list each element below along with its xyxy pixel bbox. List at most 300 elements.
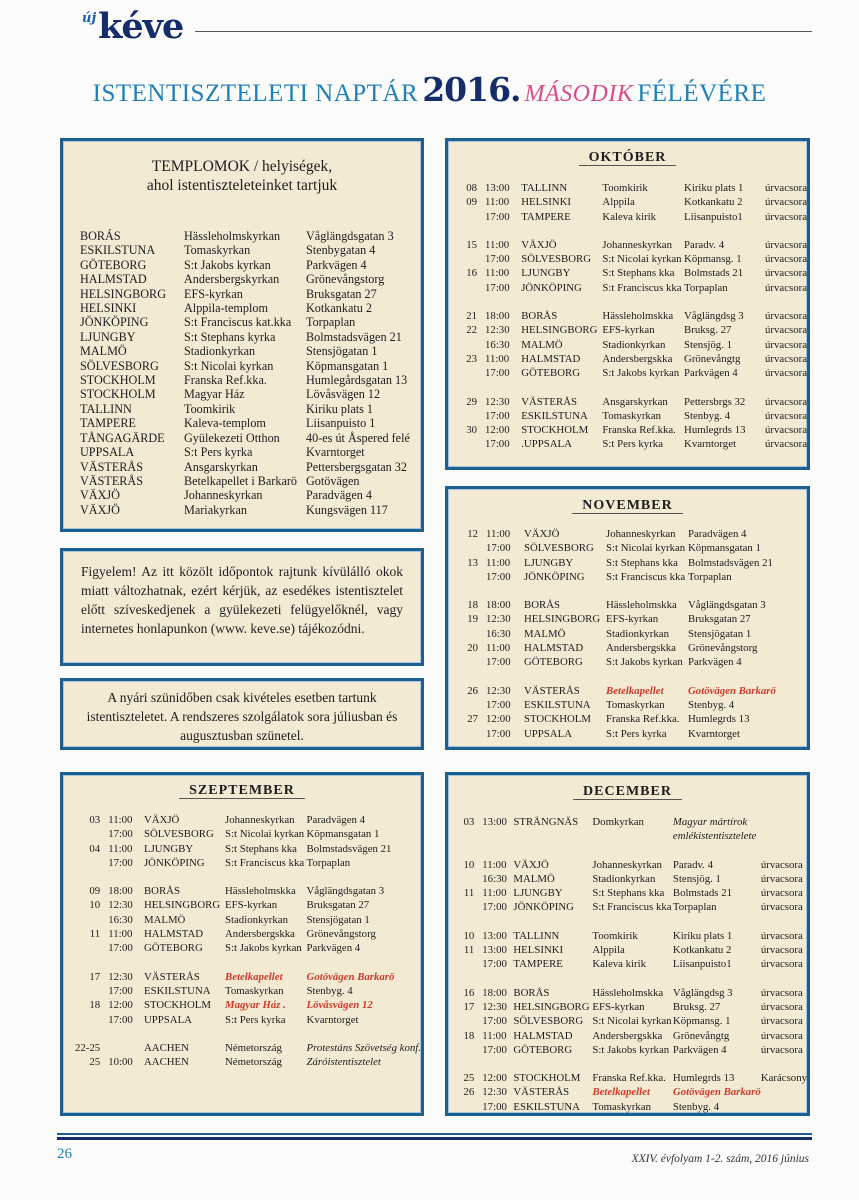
schedule-address: Lövåsvägen 12 xyxy=(306,999,373,1012)
schedule-church: S:t Stephans kka xyxy=(602,267,675,280)
schedule-note: úrvacsora xyxy=(760,858,803,871)
schedule-day: 22-25 xyxy=(75,1041,101,1054)
schedule-church: Tomaskyrkan xyxy=(592,1100,651,1113)
schedule-church: S:t Nicolai kyrkan xyxy=(225,828,305,841)
schedule-church: EFS-kyrkan xyxy=(606,613,659,626)
schedule-time: 12:30 xyxy=(482,1000,507,1013)
schedule-time: 13:00 xyxy=(485,182,510,194)
schedule-spacer xyxy=(75,1027,421,1041)
schedule-church: Tomaskyrkan xyxy=(606,698,665,711)
church-address: Liisanpuisto 1 xyxy=(306,416,376,431)
schedule-day: 17 xyxy=(463,1000,475,1013)
schedule-note: úrvacsora xyxy=(765,238,807,251)
schedule-note: úrvacsora xyxy=(760,1029,803,1042)
church-row xyxy=(80,359,410,373)
church-name: Hässleholmskyrkan xyxy=(184,229,281,243)
schedule-day: 15 xyxy=(466,238,478,251)
church-row xyxy=(80,243,410,257)
month-title-november: NOVEMBER xyxy=(448,498,807,514)
schedule-note: úrvacsora xyxy=(760,901,803,914)
schedule-row xyxy=(460,541,776,555)
schedule-row xyxy=(460,886,807,900)
december-schedule xyxy=(460,815,807,1114)
schedule-day: 03 xyxy=(463,816,475,828)
schedule-time: 11:00 xyxy=(108,814,133,826)
schedule-day xyxy=(460,829,482,843)
schedule-city: HALMSTAD xyxy=(524,642,584,655)
schedule-city: AACHEN xyxy=(143,1041,189,1054)
schedule-day: 27 xyxy=(467,713,478,726)
churches-heading xyxy=(63,157,421,195)
schedule-church: Franska Ref.kka. xyxy=(592,1072,666,1085)
notice-box xyxy=(60,548,424,666)
schedule-time: 17:00 xyxy=(482,1100,507,1113)
schedule-day: 10 xyxy=(89,899,101,912)
schedule-time: 12:30 xyxy=(485,324,510,337)
schedule-city: .UPPSALA xyxy=(521,438,572,451)
church-name: Ansgarskyrkan xyxy=(184,459,258,474)
summer-notice-box xyxy=(60,678,424,750)
church-name: Tomaskyrkan xyxy=(184,243,251,258)
schedule-city: VÄXJÖ xyxy=(143,814,180,826)
schedule-row xyxy=(460,655,776,669)
schedule-note: úrvacsora xyxy=(765,310,807,323)
schedule-day xyxy=(460,1014,482,1028)
schedule-row xyxy=(75,813,421,827)
schedule-address: Protestáns Szövetség konf. xyxy=(306,1041,421,1054)
church-address: Humlegårdsgatan 13 xyxy=(306,373,408,388)
schedule-spacer xyxy=(460,381,807,395)
schedule-note: úrvacsora xyxy=(760,944,803,957)
schedule-address: Stensjög. 1 xyxy=(672,872,721,885)
schedule-church: Hässleholmskka xyxy=(602,310,674,323)
schedule-row xyxy=(460,338,807,352)
church-name: Franska Ref.kka. xyxy=(184,373,267,388)
schedule-address: Stenbyg. 4 xyxy=(306,984,353,997)
schedule-row xyxy=(75,970,421,984)
schedule-church: Hässleholmskka xyxy=(606,599,677,612)
schedule-city: BORÅS xyxy=(521,310,558,323)
schedule-city: ESKILSTUNA xyxy=(143,984,211,997)
church-address: Våglängdsgatan 3 xyxy=(306,229,394,243)
schedule-note: úrvacsora xyxy=(765,281,807,294)
schedule-church: S:t Pers kyrka xyxy=(606,727,667,740)
schedule-city: VÄSTERÅS xyxy=(143,970,200,983)
october-schedule xyxy=(460,181,807,452)
schedule-church: Franska Ref.kka. xyxy=(602,424,676,437)
schedule-address: Våglängdsg 3 xyxy=(684,310,744,323)
schedule-row xyxy=(460,195,807,209)
footer-rule xyxy=(57,1133,812,1135)
schedule-church: Stadionkyrkan xyxy=(225,913,288,926)
schedule-time: 11:00 xyxy=(486,528,511,540)
schedule-address: Parkvägen 4 xyxy=(672,1043,727,1056)
schedule-day xyxy=(460,900,482,914)
schedule-time: 11:00 xyxy=(485,352,510,365)
schedule-city: STOCKHOLM xyxy=(521,424,589,437)
schedule-address: Kiriku plats 1 xyxy=(672,929,733,942)
schedule-row xyxy=(460,957,807,971)
schedule-address: Köpmansgatan 1 xyxy=(306,828,380,841)
schedule-city: UPPSALA xyxy=(524,727,573,740)
schedule-spacer xyxy=(460,972,807,986)
schedule-row xyxy=(460,181,807,195)
schedule-row xyxy=(460,309,807,323)
schedule-time: 12:00 xyxy=(108,999,133,1012)
schedule-city: HELSINGBORG xyxy=(521,324,598,337)
schedule-note: úrvacsora xyxy=(765,182,807,194)
schedule-city: SÖLVESBORG xyxy=(143,828,214,841)
schedule-time: 17:00 xyxy=(108,856,133,869)
schedule-time: 17:00 xyxy=(485,367,510,380)
schedule-address: Kotkankatu 2 xyxy=(684,196,743,209)
schedule-church: Hässleholmskka xyxy=(225,885,296,898)
schedule-church: Stadionkyrkan xyxy=(592,872,656,885)
schedule-note xyxy=(761,1100,807,1114)
church-name: Betelkapellet i Barkarö xyxy=(184,473,298,488)
schedule-time: 17:00 xyxy=(485,409,510,422)
schedule-address: Stensjögatan 1 xyxy=(688,627,752,640)
schedule-day: 18 xyxy=(467,599,478,612)
schedule-time: 12:00 xyxy=(486,713,511,726)
schedule-address: Humlegrds 13 xyxy=(672,1072,735,1085)
schedule-row xyxy=(460,598,776,612)
schedule-church: Magyar Ház . xyxy=(225,999,286,1012)
september-schedule xyxy=(75,813,421,1069)
church-name: EFS-kyrkan xyxy=(184,286,243,301)
schedule-row xyxy=(75,856,421,870)
churches-box xyxy=(60,138,424,532)
schedule-church: Domkyrkan xyxy=(592,816,644,828)
schedule-row xyxy=(75,827,421,841)
schedule-row xyxy=(460,352,807,366)
schedule-time: 17:00 xyxy=(108,942,133,955)
schedule-city: GÖTEBORG xyxy=(524,656,583,669)
church-address: Stenbygatan 4 xyxy=(306,243,376,258)
church-name: Gyülekezeti Otthon xyxy=(184,430,280,445)
schedule-row xyxy=(460,238,807,252)
schedule-address: Grönevångtg xyxy=(684,352,741,365)
schedule-city: BORÅS xyxy=(513,986,550,999)
schedule-row xyxy=(460,1014,807,1028)
churches-heading-line2: ahol istentiszteleteinket tartjuk xyxy=(146,177,338,194)
schedule-church: Johanneskyrkan xyxy=(225,814,295,826)
church-address: Bruksgatan 27 xyxy=(306,286,377,301)
church-row xyxy=(80,301,410,315)
month-title-december: DECEMBER xyxy=(448,784,807,800)
november-box xyxy=(445,486,810,750)
church-address: Paradvägen 4 xyxy=(306,488,372,503)
schedule-row xyxy=(460,437,807,451)
schedule-time: 17:00 xyxy=(482,958,507,971)
schedule-time: 11:00 xyxy=(486,556,511,569)
church-city: ESKILSTUNA xyxy=(80,243,156,258)
schedule-day: 30 xyxy=(466,424,478,437)
schedule-time: 12:30 xyxy=(485,395,510,408)
schedule-address: Humlegrds 13 xyxy=(684,424,746,437)
schedule-day xyxy=(75,913,108,927)
church-name: Alppila-templom xyxy=(184,301,268,316)
schedule-city: GÖTEBORG xyxy=(513,1043,573,1056)
schedule-time: 18:00 xyxy=(108,885,133,898)
church-name: S:t Franciscus kat.kka xyxy=(184,315,292,330)
schedule-row xyxy=(460,527,776,541)
schedule-row xyxy=(460,986,807,1000)
schedule-address: Grönevångtg xyxy=(672,1029,730,1042)
schedule-city: BORÅS xyxy=(143,885,180,898)
church-row xyxy=(80,315,410,329)
schedule-note: úrvacsora xyxy=(765,352,807,365)
church-name: S:t Jakobs kyrkan xyxy=(184,257,271,272)
church-city: UPPSALA xyxy=(80,445,135,460)
schedule-address: Köpmansgatan 1 xyxy=(688,542,761,555)
schedule-day: 11 xyxy=(463,887,475,900)
schedule-time xyxy=(482,829,513,843)
church-city: MALMÖ xyxy=(80,344,127,359)
church-name: S:t Stephans kyrka xyxy=(184,329,276,344)
schedule-note: úrvacsora xyxy=(765,324,807,337)
schedule-address: Paradv. 4 xyxy=(684,238,725,251)
church-row xyxy=(80,330,410,344)
schedule-note: úrvacsora xyxy=(760,872,803,885)
schedule-row xyxy=(460,366,807,380)
church-address: Pettersbergsgatan 32 xyxy=(306,459,407,474)
schedule-city: HALMSTAD xyxy=(143,928,204,941)
churches-heading-line1: TEMPLOMOK / helyiségek, xyxy=(151,158,333,175)
schedule-time: 11:00 xyxy=(482,1029,507,1042)
church-row xyxy=(80,229,410,243)
schedule-day: 04 xyxy=(89,842,101,855)
schedule-row xyxy=(460,323,807,337)
church-address: Gotövägen xyxy=(306,473,360,488)
church-row xyxy=(80,460,410,474)
schedule-church: Johanneskyrkan xyxy=(606,528,676,540)
church-city: SÖLVESBORG xyxy=(80,358,159,373)
schedule-note: úrvacsora xyxy=(760,929,803,942)
schedule-time: 12:30 xyxy=(486,613,511,626)
schedule-time: 17:00 xyxy=(108,984,133,997)
schedule-address: Stenbyg. 4 xyxy=(684,409,731,422)
church-city: VÄXJÖ xyxy=(80,502,120,517)
schedule-row xyxy=(75,998,421,1012)
schedule-time: 17:00 xyxy=(485,210,510,223)
schedule-city: STRÄNGNÄS xyxy=(513,816,579,828)
headline-part-a: ISTENTISZTELETI NAPTÁR xyxy=(92,80,419,107)
schedule-time: 18:00 xyxy=(482,986,507,999)
schedule-row xyxy=(460,1100,807,1114)
schedule-city: HALMSTAD xyxy=(513,1029,573,1042)
schedule-time: 12:30 xyxy=(108,970,133,983)
schedule-row xyxy=(460,395,807,409)
schedule-address: Humlegrds 13 xyxy=(688,713,750,726)
schedule-address: Våglängdsgatan 3 xyxy=(306,885,385,898)
schedule-address: Stensjögatan 1 xyxy=(306,913,370,926)
schedule-note xyxy=(761,1085,807,1099)
schedule-day: 22 xyxy=(466,324,478,337)
schedule-row xyxy=(75,842,421,856)
december-box xyxy=(445,772,810,1116)
schedule-city: ESKILSTUNA xyxy=(513,1100,580,1113)
schedule-city: HELSINGBORG xyxy=(513,1000,590,1013)
schedule-address: Paradvägen 4 xyxy=(688,528,747,540)
schedule-address: Torpaplan xyxy=(688,570,732,583)
schedule-church: Betelkapellet xyxy=(225,970,283,983)
schedule-row xyxy=(460,281,807,295)
schedule-time: 11:00 xyxy=(485,238,510,251)
schedule-city: VÄXJÖ xyxy=(513,858,549,871)
schedule-note: úrvacsora xyxy=(760,986,803,999)
schedule-day xyxy=(460,727,486,741)
schedule-note: úrvacsora xyxy=(760,958,803,971)
schedule-address: Torpaplan xyxy=(684,281,728,294)
schedule-church: S:t Nicolai kyrkan xyxy=(592,1015,672,1028)
schedule-church: S:t Franciscus kka xyxy=(606,570,686,583)
schedule-time: 17:00 xyxy=(108,1013,133,1026)
schedule-city: SÖLVESBORG xyxy=(524,542,594,555)
notice-text: Figyelem! Az itt közölt időpontok rajtunk kívülálló okok miatt változhatnak, ezért kérjük, az esedékes istentisztelet előtt szíveskedjenek a gyülekezeti felügyelőknél, vagy internetes honlapunkon (www. keve.se) tájékozódni. xyxy=(81,564,403,636)
schedule-address: Liisanpuisto1 xyxy=(684,210,743,223)
schedule-note: Karácsony xyxy=(760,1072,807,1085)
church-address: Kvarntorget xyxy=(306,445,365,460)
church-city: HELSINGBORG xyxy=(80,286,166,301)
schedule-note: úrvacsora xyxy=(760,1015,803,1028)
schedule-address: Stenbyg. 4 xyxy=(672,1100,720,1113)
schedule-city: TAMPERE xyxy=(513,958,563,971)
church-row xyxy=(80,431,410,445)
schedule-time: 11:00 xyxy=(108,842,133,855)
schedule-city: TALLINN xyxy=(513,929,560,942)
schedule-address: Torpaplan xyxy=(672,901,717,914)
church-row xyxy=(80,258,410,272)
schedule-city: HALMSTAD xyxy=(521,352,581,365)
schedule-time: 11:00 xyxy=(482,858,507,871)
schedule-day xyxy=(460,655,486,669)
schedule-address: Magyar mártírok xyxy=(672,816,748,828)
schedule-spacer xyxy=(75,870,421,884)
schedule-row xyxy=(460,612,776,626)
schedule-address: Parkvägen 4 xyxy=(306,942,361,955)
church-address: 40-es út Åspered felé xyxy=(306,430,410,445)
schedule-address: Köpmansg. 1 xyxy=(672,1015,731,1028)
schedule-day: 11 xyxy=(89,928,101,941)
church-city: TÅNGAGÄRDE xyxy=(80,430,165,445)
schedule-time: 17:00 xyxy=(482,1015,507,1028)
schedule-time: 13:00 xyxy=(482,944,507,957)
schedule-row xyxy=(460,943,807,957)
schedule-row xyxy=(460,727,776,741)
church-name: Stadionkyrkan xyxy=(184,344,256,359)
schedule-address: Torpaplan xyxy=(306,856,351,869)
schedule-city: LJUNGBY xyxy=(143,842,194,855)
church-address: Köpmansgatan 1 xyxy=(306,358,389,373)
church-name: Toomkirik xyxy=(184,401,236,416)
schedule-church: EFS-kyrkan xyxy=(225,899,278,912)
schedule-church: S:t Jakobs kyrkan xyxy=(606,656,683,669)
schedule-row xyxy=(460,556,776,570)
church-row xyxy=(80,402,410,416)
schedule-church: Ansgarskyrkan xyxy=(602,395,668,408)
schedule-day: 16 xyxy=(466,267,478,280)
schedule-note: úrvacsora xyxy=(760,887,803,900)
church-city: LJUNGBY xyxy=(80,329,136,344)
church-row xyxy=(80,287,410,301)
header-rule xyxy=(195,31,812,32)
church-address: Kiriku plats 1 xyxy=(306,401,374,416)
october-box xyxy=(445,138,810,470)
magazine-logo xyxy=(82,6,183,48)
schedule-day xyxy=(460,570,486,584)
schedule-spacer xyxy=(75,956,421,970)
church-address: Torpaplan xyxy=(306,315,356,330)
schedule-day xyxy=(460,1100,482,1114)
schedule-church: S:t Jakobs kyrkan xyxy=(592,1043,670,1056)
schedule-time: 13:00 xyxy=(482,816,507,828)
schedule-city: JÖNKÖPING xyxy=(143,856,205,869)
schedule-address: Kotkankatu 2 xyxy=(672,944,732,957)
schedule-city: BORÅS xyxy=(524,599,561,612)
church-row xyxy=(80,503,410,517)
schedule-time: 18:00 xyxy=(486,599,511,612)
schedule-address: Köpmansg. 1 xyxy=(684,253,742,266)
schedule-spacer xyxy=(460,1057,807,1071)
page-number: 26 xyxy=(57,1146,72,1162)
schedule-time: 16:30 xyxy=(482,872,507,885)
headline-year: 2016. xyxy=(422,70,521,109)
schedule-church: S:t Franciscus kka xyxy=(592,901,672,914)
schedule-city: LJUNGBY xyxy=(513,887,563,900)
month-title-september: SZEPTEMBER xyxy=(63,783,421,799)
schedule-row xyxy=(460,684,776,698)
schedule-row xyxy=(460,409,807,423)
schedule-church: S:t Nicolai kyrkan xyxy=(602,253,682,266)
schedule-row xyxy=(460,423,807,437)
schedule-church: Németország xyxy=(225,1041,282,1054)
schedule-address: Våglängdsgatan 3 xyxy=(688,599,766,612)
church-city: HALMSTAD xyxy=(80,272,147,287)
church-city: STOCKHOLM xyxy=(80,373,156,388)
church-city: STOCKHOLM xyxy=(80,387,156,402)
schedule-day: 23 xyxy=(466,352,478,365)
schedule-day: 26 xyxy=(467,684,478,697)
schedule-note: úrvacsora xyxy=(765,253,807,266)
headline-part-c: FÉLÉVÉRE xyxy=(637,80,767,107)
schedule-day xyxy=(460,1043,482,1057)
church-city: VÄSTERÅS xyxy=(80,473,143,488)
schedule-church: S:t Pers kyrka xyxy=(225,1013,286,1026)
schedule-row xyxy=(460,872,807,886)
schedule-city: HELSINKI xyxy=(513,944,564,957)
schedule-note xyxy=(761,815,807,829)
schedule-address: Pettersbrgs 32 xyxy=(684,395,746,408)
schedule-city: TALLINN xyxy=(521,182,568,194)
schedule-day xyxy=(75,827,108,841)
schedule-time: 17:00 xyxy=(486,698,511,711)
schedule-church: S:t Franciscus kka xyxy=(602,281,682,294)
schedule-note: úrvacsora xyxy=(760,1043,803,1056)
schedule-city: VÄSTERÅS xyxy=(521,395,577,408)
schedule-church: Kaleva kirik xyxy=(592,958,647,971)
schedule-city: SÖLVESBORG xyxy=(513,1015,584,1028)
schedule-row xyxy=(75,1041,421,1055)
schedule-day xyxy=(75,941,108,955)
schedule-spacer xyxy=(460,295,807,309)
schedule-time: 10:00 xyxy=(108,1056,133,1069)
schedule-church: Hässleholmskka xyxy=(592,986,664,999)
schedule-church: Kaleva kirik xyxy=(602,210,657,223)
schedule-address: Gotövägen Barkarö xyxy=(306,970,395,983)
september-box xyxy=(60,772,424,1116)
schedule-day: 12 xyxy=(467,528,478,540)
